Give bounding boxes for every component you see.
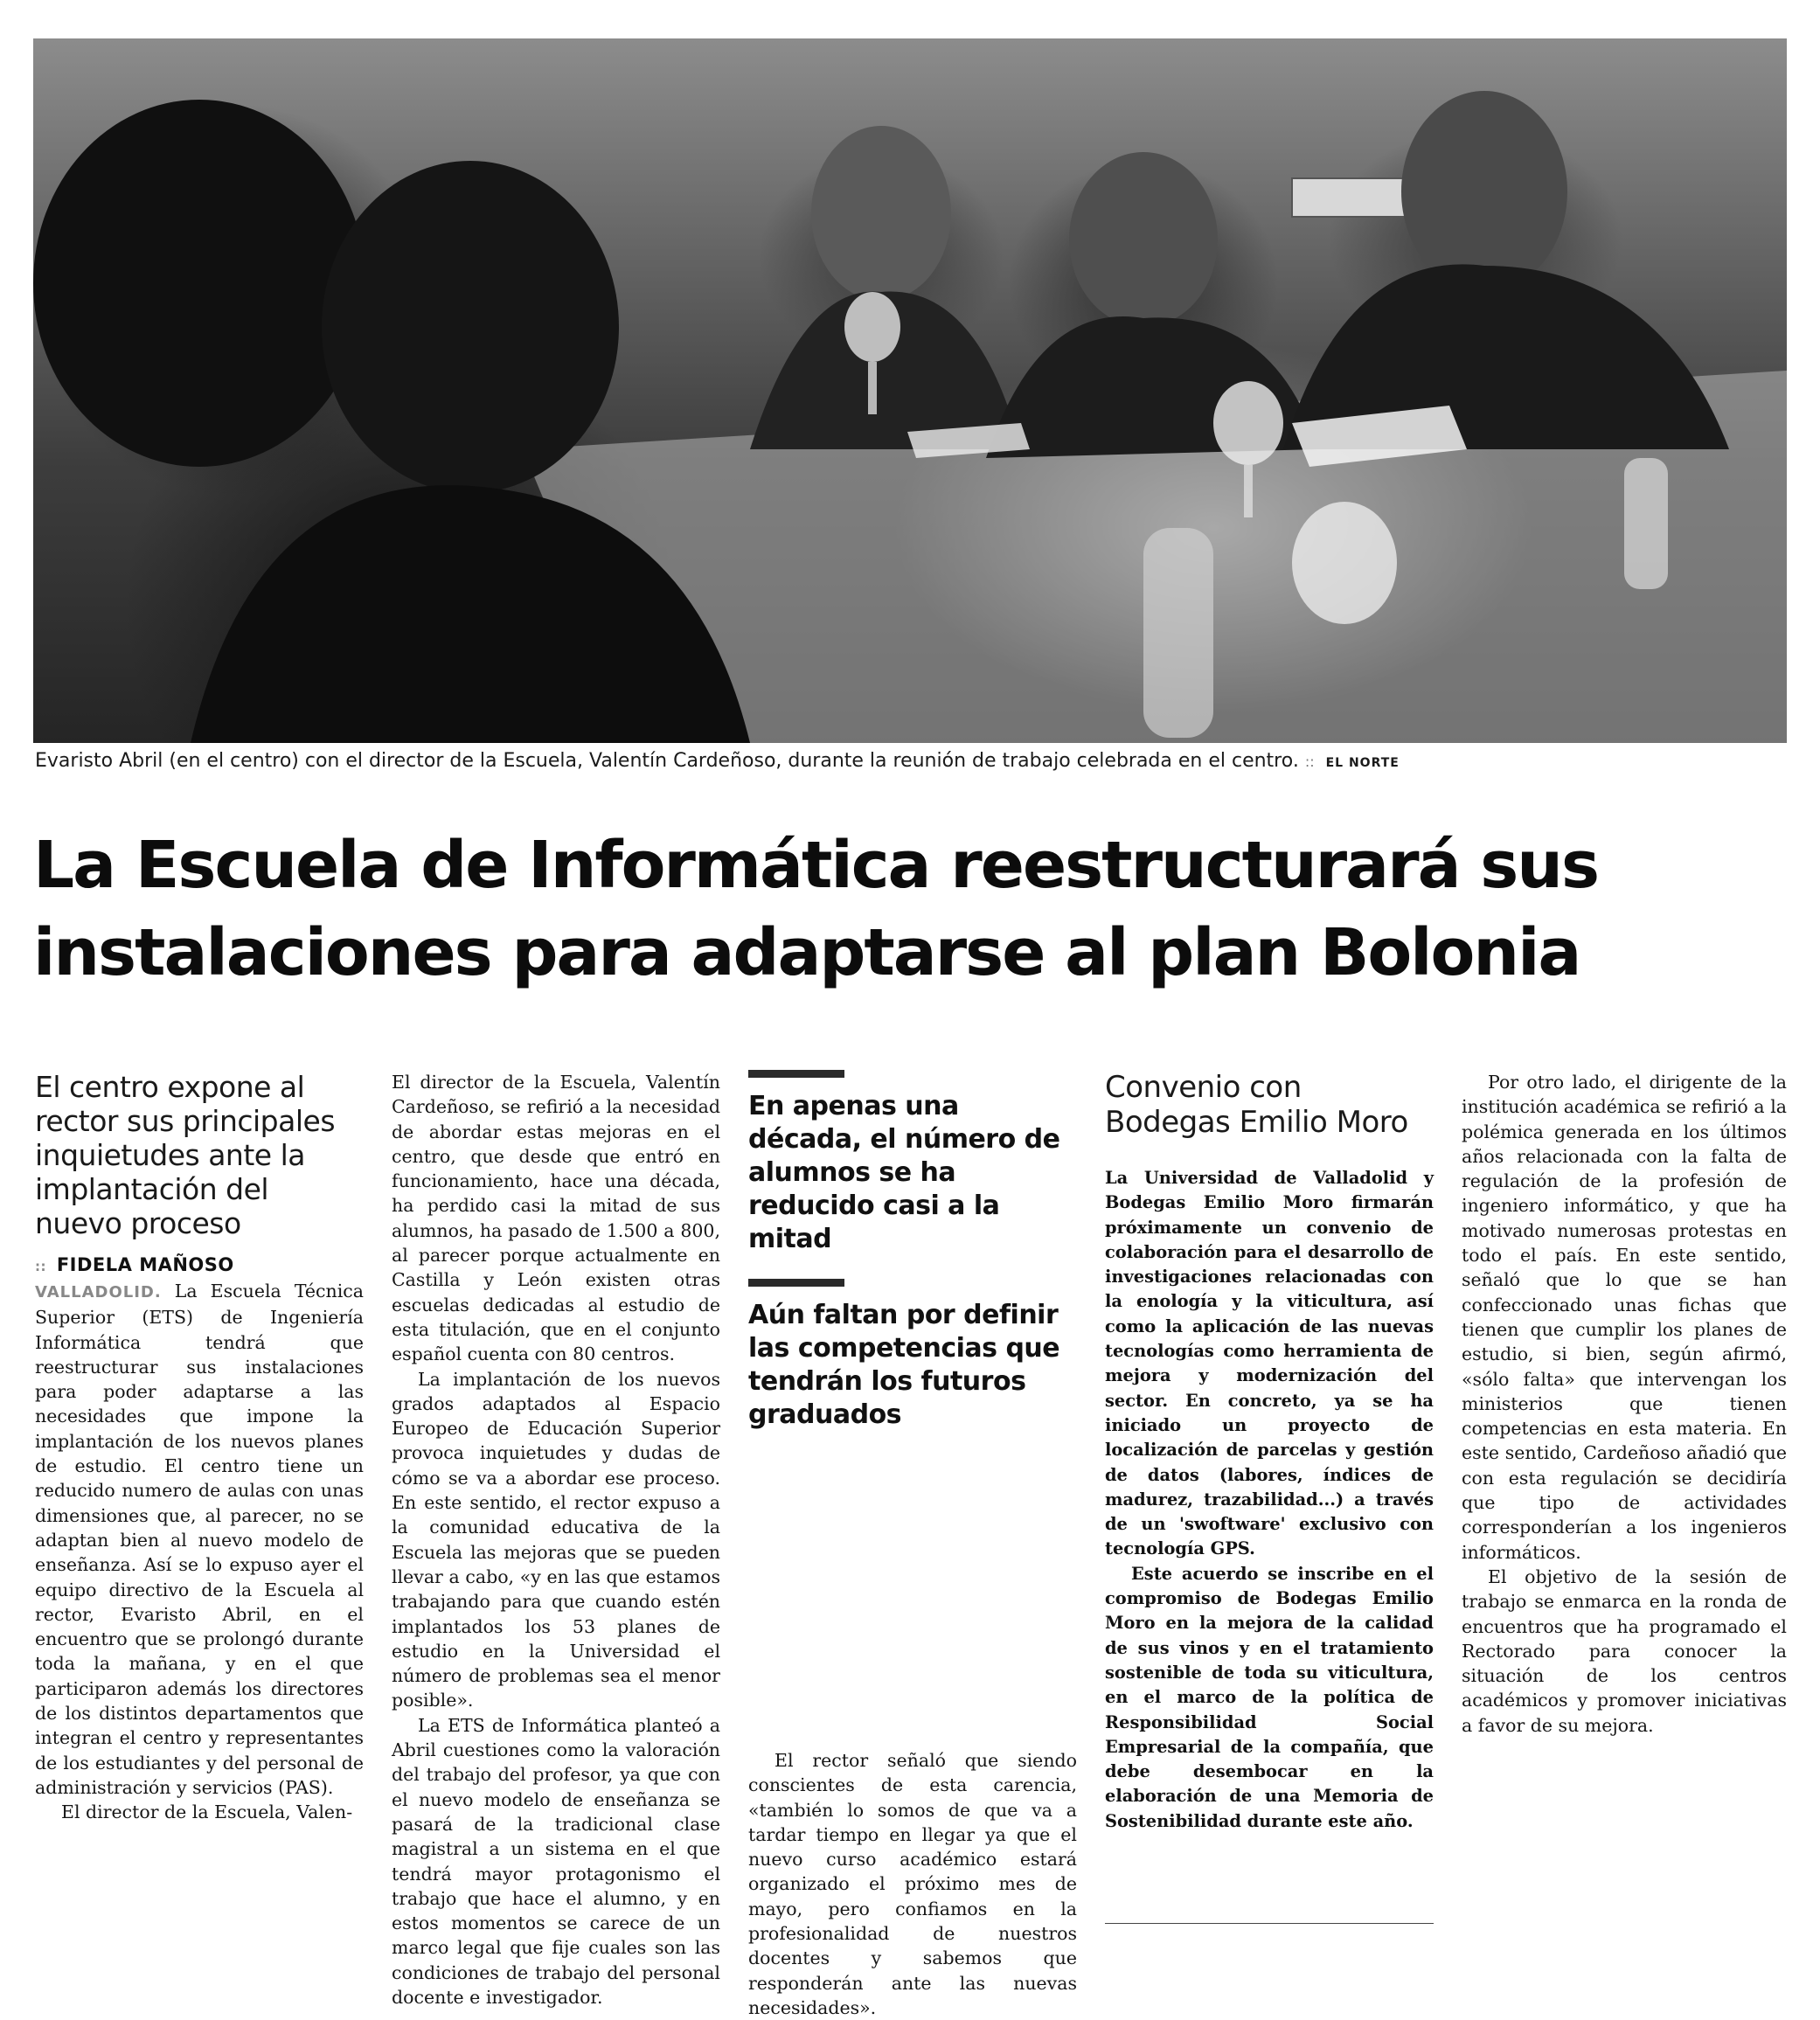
- paragraph-2-start: El director de la Escuela, Valen-: [61, 1801, 353, 1823]
- column-1: [35, 1070, 364, 1825]
- paragraph-3: La implantación de los nuevos grados adaptados al Espacio Europeo de Educación Superior provoca inquietudes y dudas de cómo se va a abordar ese proceso. En este sentido, el rector expuso a la comunidad educativa de la Escuela las mejoras que se pueden llevar a cabo, «y en las que estamos trabajando para que cuando estén implantados los 53 planes de estudio en la Universidad el número de problemas sea el menor posible».: [392, 1368, 720, 1711]
- paragraph-7: El objetivo de la sesión de trabajo se enmarca en la ronda de encuentros que ha programado el Rectorado para conocer la situación de los centros académicos y promover iniciativas a favor de su mejora.: [1462, 1565, 1787, 1736]
- photo-caption: [35, 750, 1469, 772]
- sidebar-bottom-rule: [1105, 1923, 1434, 1924]
- byline: [35, 1254, 364, 1275]
- photo-illustration: [33, 38, 1787, 743]
- photo-credit: EL NORTE: [1325, 756, 1400, 770]
- pullquote-rule-2: [748, 1279, 844, 1287]
- pullquote-rule-1: [748, 1070, 844, 1078]
- paragraph-4: La ETS de Informática planteó a Abril cuestiones como la valoración del trabajo del profesor, ya que con el nuevo modelo de enseñanza se pasará de la tradicional clase magistral a un sistema en el que tendrá mayor protagonismo el trabajo que hace el alumno, y en estos momentos se carece de un marco legal que fije cuales son las condiciones de trabajo del personal docente e investigador.: [392, 1714, 720, 2008]
- body-text-col2: [392, 1070, 720, 2010]
- column-5: [1462, 1070, 1787, 1738]
- paragraph-2: El director de la Escuela, Valentín Cardeñoso, se refirió a la necesidad de abordar estas mejoras en el centro, que desde que entró en funcionamiento, hace una década, ha perdido casi la mitad de sus alumnos, ha pasado de 1.500 a 800, al parecer porque actualmente en Castilla y León existen otras escuelas dedicadas al estudio de esta titulación, que en el conjunto español cuenta con 80 centros.: [392, 1072, 720, 1365]
- sidebar-paragraph-2: Este acuerdo se inscribe en el compromiso de Bodegas Emilio Moro en la mejora de la calidad de sus vinos y en el tratamiento sostenible de toda su viticultura, en el marco de la política de Responsibilidad Social Empresarial de la compañía, que debe desembocar en la elaboración de una Memoria de Sostenibilidad durante este año.: [1105, 1563, 1434, 1831]
- byline-author: FIDELA MAÑOSO: [56, 1254, 234, 1275]
- headline-line-2: instalaciones para adaptarse al plan Bolonia: [33, 915, 1580, 990]
- sidebar-paragraph-1: La Universidad de Valladolid y Bodegas Emilio Moro firmarán próximamente un convenio de colaboración para el desarrollo de investigaciones relacionadas con la enología y la viticultura, así como la aplicación de las nuevas tecnologías como herramienta de mejora y modernización del sector. En concreto, ya se ha iniciado un proyecto de localización de parcelas y gestión de datos (labores, índices de madurez, trazabilidad...) a través de un 'swoftware' exclusivo con tecnología GPS.: [1105, 1168, 1434, 1559]
- body-text-col1: [35, 1279, 364, 1825]
- caption-text: Evaristo Abril (en el centro) con el director de la Escuela, Valentín Cardeñoso, durante la reunión de trabajo celebrada en el centro.: [35, 750, 1299, 772]
- sidebar-box: [1105, 1070, 1434, 1834]
- column-3: [748, 1070, 1077, 1432]
- byline-marker: ::: [35, 1259, 46, 1274]
- subhead: El centro expone al rector sus principales inquietudes ante la implantación del nuevo proceso: [35, 1070, 336, 1240]
- paragraph-5: El rector señaló que siendo conscientes de esta carencia, «también lo somos de que va a tardar tiempo en llegar ya que el nuevo curso académico estará organizado el próximo mes de mayo, pero confiamos en la profesionalidad de nuestros docentes y sabemos que responderán ante las nuevas necesidades».: [748, 1750, 1077, 2018]
- body-text-col3: [748, 1748, 1077, 2020]
- paragraph-1: [35, 1279, 364, 1800]
- headline: [33, 822, 1790, 996]
- paragraph-1-text: La Escuela Técnica Superior (ETS) de Ingeniería Informática tendrá que reestructurar sus instalaciones para poder adaptarse a las necesidades que impone la implantación de los nuevos planes de estudio. El centro tiene un reducido numero de aulas con unas dimensiones que, al parecer, no se adaptan bien al nuevo modelo de enseñanza. Así se lo expuso ayer el equipo directivo de la Escuela al rector, Evaristo Abril, en el encuentro que se prolongó durante toda la mañana, y en el que participaron además los directores de los distintos departamentos que integran el centro y representantes de los estudiantes y del personal de administración y servicios (PAS).: [35, 1281, 364, 1798]
- column-2: [392, 1070, 720, 2010]
- dateline: VALLADOLID.: [35, 1283, 162, 1302]
- sidebar-title: Convenio con Bodegas Emilio Moro: [1105, 1070, 1408, 1140]
- body-text-col5: [1462, 1070, 1787, 1738]
- column-3-text: [748, 1748, 1077, 2020]
- paragraph-6: Por otro lado, el dirigente de la institución académica se refirió a la polémica generada en los últimos años relacionada con la falta de regulación de la profesión de ingeniero informático, y que ha motivado numerosas protestas en todo el país. En este sentido, señaló que lo que se han confeccionado unas fichas que tienen que cumplir los planes de estudio, si bien, según afirmó, «sólo falta» que intervengan los ministerios que tienen competencias en esta materia. En este sentido, Cardeñoso añadió que con esta regulación se decidiría que tipo de actividades corresponderían a los ingenieros informáticos.: [1462, 1072, 1787, 1563]
- headline-line-1: La Escuela de Informática reestructurará sus: [33, 828, 1599, 903]
- news-photo: [33, 38, 1787, 743]
- sidebar-text: [1105, 1166, 1434, 1834]
- pullquote-1: En apenas una década, el número de alumnos se ha reducido casi a la mitad: [748, 1091, 1060, 1254]
- pullquote-2: Aún faltan por definir las competencias que tendrán los futuros graduados: [748, 1300, 1060, 1430]
- credit-marker: ::: [1304, 753, 1315, 770]
